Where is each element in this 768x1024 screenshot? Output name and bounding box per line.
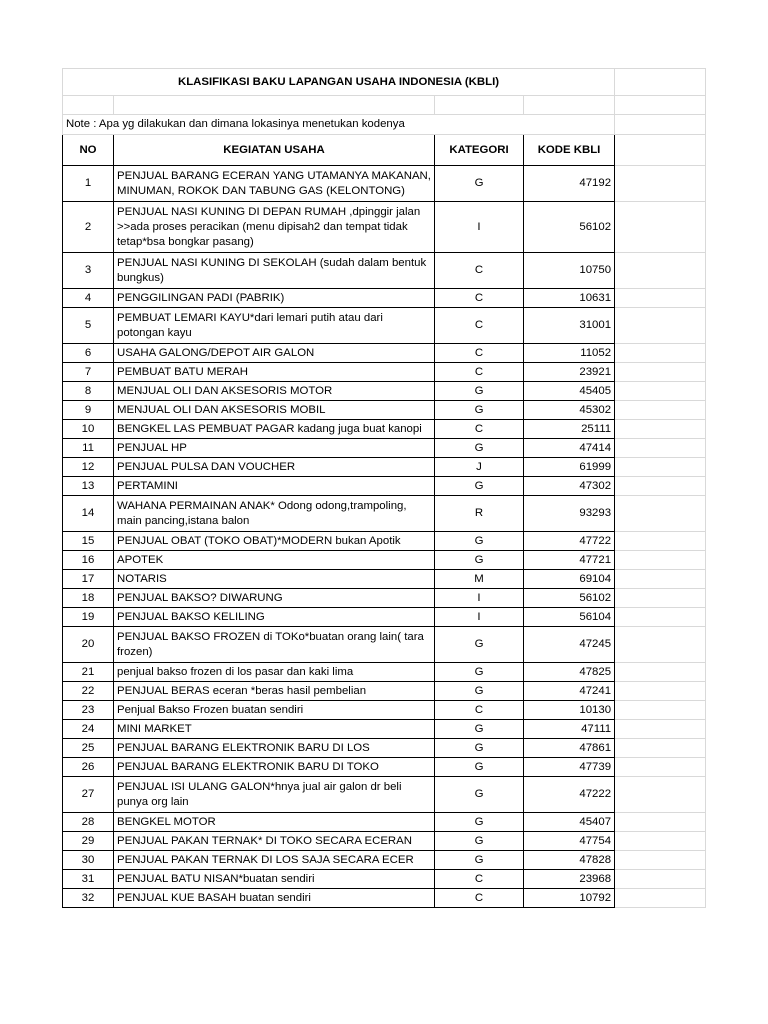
empty-cell[interactable] bbox=[615, 344, 706, 363]
empty-cell[interactable] bbox=[615, 627, 706, 663]
note-row bbox=[63, 115, 706, 135]
row-no-cell[interactable]: 13 bbox=[63, 477, 114, 496]
row-no-cell[interactable]: 18 bbox=[63, 589, 114, 608]
table-row bbox=[63, 253, 706, 289]
table-row bbox=[63, 420, 706, 439]
table-row bbox=[63, 832, 706, 851]
table-row bbox=[63, 627, 706, 663]
row-kategori-cell[interactable]: C bbox=[435, 308, 524, 344]
empty-cell[interactable] bbox=[615, 739, 706, 758]
row-kategori-cell[interactable]: G bbox=[435, 813, 524, 832]
row-kode-cell[interactable]: 25111 bbox=[524, 420, 615, 439]
row-kegiatan-cell[interactable]: NOTARIS bbox=[114, 570, 435, 589]
row-kategori-cell[interactable]: G bbox=[435, 758, 524, 777]
row-kode-cell[interactable]: 31001 bbox=[524, 308, 615, 344]
row-kode-cell[interactable]: 45407 bbox=[524, 813, 615, 832]
table-row bbox=[63, 851, 706, 870]
row-kode-cell[interactable]: 47111 bbox=[524, 720, 615, 739]
row-kode-cell[interactable]: 61999 bbox=[524, 458, 615, 477]
row-kategori-cell[interactable]: G bbox=[435, 832, 524, 851]
sheet-title: KLASIFIKASI BAKU LAPANGAN USAHA INDONESIA (KBLI) bbox=[63, 69, 615, 96]
empty-cell[interactable] bbox=[615, 289, 706, 308]
row-kegiatan-cell[interactable]: PENJUAL KUE BASAH buatan sendiri bbox=[114, 889, 435, 908]
row-kategori-cell[interactable]: G bbox=[435, 401, 524, 420]
empty-cell[interactable] bbox=[615, 663, 706, 682]
row-no-cell[interactable]: 30 bbox=[63, 851, 114, 870]
empty-cell[interactable] bbox=[615, 420, 706, 439]
row-kegiatan-cell[interactable]: PENJUAL HP bbox=[114, 439, 435, 458]
row-kategori-cell[interactable]: G bbox=[435, 663, 524, 682]
table-row bbox=[63, 739, 706, 758]
empty-cell[interactable] bbox=[615, 777, 706, 813]
row-no-cell[interactable]: 21 bbox=[63, 663, 114, 682]
row-kategori-cell[interactable]: C bbox=[435, 289, 524, 308]
row-kode-cell[interactable]: 10130 bbox=[524, 701, 615, 720]
row-no-cell[interactable]: 6 bbox=[63, 344, 114, 363]
empty-cell[interactable] bbox=[615, 813, 706, 832]
row-kegiatan-cell[interactable]: WAHANA PERMAINAN ANAK* Odong odong,trampoling, main pancing,istana balon bbox=[114, 496, 435, 532]
empty-cell[interactable] bbox=[615, 253, 706, 289]
row-no-cell[interactable]: 10 bbox=[63, 420, 114, 439]
row-kegiatan-cell[interactable]: PENJUAL BARANG ELEKTRONIK BARU DI TOKO bbox=[114, 758, 435, 777]
row-no-cell[interactable]: 16 bbox=[63, 551, 114, 570]
row-kategori-cell[interactable]: G bbox=[435, 777, 524, 813]
table-row bbox=[63, 758, 706, 777]
row-kategori-cell[interactable]: G bbox=[435, 627, 524, 663]
table-row bbox=[63, 382, 706, 401]
row-kategori-cell[interactable]: C bbox=[435, 701, 524, 720]
empty-cell[interactable] bbox=[615, 115, 706, 135]
row-kegiatan-cell[interactable]: PENJUAL NASI KUNING DI SEKOLAH (sudah dalam bentuk bungkus) bbox=[114, 253, 435, 289]
empty-cell[interactable] bbox=[615, 363, 706, 382]
row-kode-cell[interactable]: 47302 bbox=[524, 477, 615, 496]
table-row bbox=[63, 813, 706, 832]
row-kegiatan-cell[interactable]: PENJUAL BARANG ECERAN YANG UTAMANYA MAKANAN, MINUMAN, ROKOK DAN TABUNG GAS (KELONTONG) bbox=[114, 166, 435, 202]
empty-cell[interactable] bbox=[615, 202, 706, 253]
row-kategori-cell[interactable]: C bbox=[435, 344, 524, 363]
empty-cell[interactable] bbox=[615, 870, 706, 889]
row-no-cell[interactable]: 1 bbox=[63, 166, 114, 202]
header-row bbox=[63, 135, 706, 166]
blank-row bbox=[63, 96, 706, 115]
row-kategori-cell[interactable]: G bbox=[435, 477, 524, 496]
row-no-cell[interactable]: 17 bbox=[63, 570, 114, 589]
row-no-cell[interactable]: 2 bbox=[63, 202, 114, 253]
row-no-cell[interactable]: 3 bbox=[63, 253, 114, 289]
header-kegiatan: KEGIATAN USAHA bbox=[114, 135, 435, 166]
row-no-cell[interactable]: 27 bbox=[63, 777, 114, 813]
empty-cell[interactable] bbox=[615, 532, 706, 551]
table-row bbox=[63, 477, 706, 496]
empty-cell[interactable] bbox=[615, 401, 706, 420]
table-row bbox=[63, 166, 706, 202]
row-kode-cell[interactable]: 56104 bbox=[524, 608, 615, 627]
table-row bbox=[63, 551, 706, 570]
spreadsheet bbox=[62, 68, 705, 908]
empty-cell[interactable] bbox=[615, 458, 706, 477]
row-no-cell[interactable]: 23 bbox=[63, 701, 114, 720]
row-kategori-cell[interactable]: G bbox=[435, 851, 524, 870]
table-row bbox=[63, 682, 706, 701]
row-kode-cell[interactable]: 69104 bbox=[524, 570, 615, 589]
table-row bbox=[63, 308, 706, 344]
empty-cell[interactable] bbox=[524, 96, 615, 115]
row-kode-cell[interactable]: 47739 bbox=[524, 758, 615, 777]
row-kode-cell[interactable]: 47721 bbox=[524, 551, 615, 570]
table-row bbox=[63, 439, 706, 458]
row-kategori-cell[interactable]: I bbox=[435, 202, 524, 253]
row-kode-cell[interactable]: 47414 bbox=[524, 439, 615, 458]
row-kegiatan-cell[interactable]: PENJUAL BARANG ELEKTRONIK BARU DI LOS bbox=[114, 739, 435, 758]
row-kode-cell[interactable]: 47241 bbox=[524, 682, 615, 701]
row-kegiatan-cell[interactable]: BENGKEL LAS PEMBUAT PAGAR kadang juga buat kanopi bbox=[114, 420, 435, 439]
row-kode-cell[interactable]: 56102 bbox=[524, 202, 615, 253]
row-kategori-cell[interactable]: G bbox=[435, 720, 524, 739]
row-no-cell[interactable]: 26 bbox=[63, 758, 114, 777]
empty-cell[interactable] bbox=[615, 758, 706, 777]
row-kode-cell[interactable]: 10792 bbox=[524, 889, 615, 908]
row-kode-cell[interactable]: 23968 bbox=[524, 870, 615, 889]
row-kategori-cell[interactable]: J bbox=[435, 458, 524, 477]
row-kode-cell[interactable]: 11052 bbox=[524, 344, 615, 363]
row-kode-cell[interactable]: 47825 bbox=[524, 663, 615, 682]
row-kegiatan-cell[interactable]: PENJUAL BAKSO FROZEN di TOKo*buatan orang lain( tara frozen) bbox=[114, 627, 435, 663]
empty-cell[interactable] bbox=[615, 701, 706, 720]
row-kode-cell[interactable]: 10631 bbox=[524, 289, 615, 308]
row-no-cell[interactable]: 8 bbox=[63, 382, 114, 401]
empty-cell[interactable] bbox=[615, 551, 706, 570]
kbli-table bbox=[62, 68, 706, 908]
row-kegiatan-cell[interactable]: MINI MARKET bbox=[114, 720, 435, 739]
row-kategori-cell[interactable]: C bbox=[435, 420, 524, 439]
empty-cell[interactable] bbox=[615, 135, 706, 166]
empty-cell[interactable] bbox=[615, 682, 706, 701]
row-kategori-cell[interactable]: G bbox=[435, 532, 524, 551]
row-kategori-cell[interactable]: G bbox=[435, 166, 524, 202]
row-kategori-cell[interactable]: G bbox=[435, 439, 524, 458]
row-kode-cell[interactable]: 47828 bbox=[524, 851, 615, 870]
table-row bbox=[63, 570, 706, 589]
row-kode-cell[interactable]: 47722 bbox=[524, 532, 615, 551]
row-kode-cell[interactable]: 47192 bbox=[524, 166, 615, 202]
row-no-cell[interactable]: 32 bbox=[63, 889, 114, 908]
row-kegiatan-cell[interactable]: APOTEK bbox=[114, 551, 435, 570]
row-kegiatan-cell[interactable]: PENJUAL OBAT (TOKO OBAT)*MODERN bukan Apotik bbox=[114, 532, 435, 551]
row-kegiatan-cell[interactable]: PENJUAL BERAS eceran *beras hasil pembelian bbox=[114, 682, 435, 701]
empty-cell[interactable] bbox=[615, 477, 706, 496]
row-kegiatan-cell[interactable]: PENGGILINGAN PADI (PABRIK) bbox=[114, 289, 435, 308]
table-row bbox=[63, 663, 706, 682]
table-row bbox=[63, 701, 706, 720]
header-kategori: KATEGORI bbox=[435, 135, 524, 166]
row-kegiatan-cell[interactable]: PEMBUAT BATU MERAH bbox=[114, 363, 435, 382]
table-row bbox=[63, 401, 706, 420]
row-kategori-cell[interactable]: R bbox=[435, 496, 524, 532]
row-kode-cell[interactable]: 93293 bbox=[524, 496, 615, 532]
empty-cell[interactable] bbox=[615, 589, 706, 608]
row-kode-cell[interactable]: 47245 bbox=[524, 627, 615, 663]
row-no-cell[interactable]: 15 bbox=[63, 532, 114, 551]
row-kode-cell[interactable]: 45302 bbox=[524, 401, 615, 420]
row-no-cell[interactable]: 20 bbox=[63, 627, 114, 663]
row-kategori-cell[interactable]: C bbox=[435, 363, 524, 382]
row-no-cell[interactable]: 11 bbox=[63, 439, 114, 458]
row-kategori-cell[interactable]: G bbox=[435, 682, 524, 701]
row-kegiatan-cell[interactable]: USAHA GALONG/DEPOT AIR GALON bbox=[114, 344, 435, 363]
empty-cell[interactable] bbox=[615, 720, 706, 739]
row-no-cell[interactable]: 9 bbox=[63, 401, 114, 420]
empty-cell[interactable] bbox=[615, 608, 706, 627]
table-row bbox=[63, 777, 706, 813]
row-kode-cell[interactable]: 10750 bbox=[524, 253, 615, 289]
row-kegiatan-cell[interactable]: PERTAMINI bbox=[114, 477, 435, 496]
row-kegiatan-cell[interactable]: penjual bakso frozen di los pasar dan kaki lima bbox=[114, 663, 435, 682]
table-row bbox=[63, 458, 706, 477]
table-row bbox=[63, 608, 706, 627]
empty-cell[interactable] bbox=[615, 496, 706, 532]
row-no-cell[interactable]: 5 bbox=[63, 308, 114, 344]
row-kegiatan-cell[interactable]: MENJUAL OLI DAN AKSESORIS MOTOR bbox=[114, 382, 435, 401]
row-kegiatan-cell[interactable]: MENJUAL OLI DAN AKSESORIS MOBIL bbox=[114, 401, 435, 420]
row-kode-cell[interactable]: 47222 bbox=[524, 777, 615, 813]
row-no-cell[interactable]: 25 bbox=[63, 739, 114, 758]
row-kegiatan-cell[interactable]: PENJUAL PAKAN TERNAK* DI TOKO SECARA ECERAN bbox=[114, 832, 435, 851]
header-kode: KODE KBLI bbox=[524, 135, 615, 166]
empty-cell[interactable] bbox=[615, 308, 706, 344]
row-no-cell[interactable]: 12 bbox=[63, 458, 114, 477]
table-row bbox=[63, 363, 706, 382]
empty-cell[interactable] bbox=[615, 851, 706, 870]
table-row bbox=[63, 344, 706, 363]
table-row bbox=[63, 870, 706, 889]
row-kegiatan-cell[interactable]: PENJUAL ISI ULANG GALON*hnya jual air galon dr beli punya org lain bbox=[114, 777, 435, 813]
empty-cell[interactable] bbox=[615, 832, 706, 851]
row-no-cell[interactable]: 4 bbox=[63, 289, 114, 308]
row-kegiatan-cell[interactable]: Penjual Bakso Frozen buatan sendiri bbox=[114, 701, 435, 720]
empty-cell[interactable] bbox=[615, 570, 706, 589]
row-kategori-cell[interactable]: G bbox=[435, 739, 524, 758]
table-row bbox=[63, 589, 706, 608]
row-no-cell[interactable]: 31 bbox=[63, 870, 114, 889]
empty-cell[interactable] bbox=[615, 166, 706, 202]
empty-cell[interactable] bbox=[435, 96, 524, 115]
empty-cell[interactable] bbox=[615, 69, 706, 96]
row-no-cell[interactable]: 19 bbox=[63, 608, 114, 627]
row-kegiatan-cell[interactable]: PENJUAL PAKAN TERNAK DI LOS SAJA SECARA ECER bbox=[114, 851, 435, 870]
row-kategori-cell[interactable]: C bbox=[435, 253, 524, 289]
empty-cell[interactable] bbox=[615, 382, 706, 401]
row-kegiatan-cell[interactable]: PENJUAL BAKSO KELILING bbox=[114, 608, 435, 627]
table-row bbox=[63, 496, 706, 532]
row-kategori-cell[interactable]: G bbox=[435, 382, 524, 401]
row-kategori-cell[interactable]: C bbox=[435, 870, 524, 889]
row-no-cell[interactable]: 29 bbox=[63, 832, 114, 851]
row-kode-cell[interactable]: 47861 bbox=[524, 739, 615, 758]
row-no-cell[interactable]: 28 bbox=[63, 813, 114, 832]
row-kategori-cell[interactable]: G bbox=[435, 551, 524, 570]
row-kegiatan-cell[interactable]: BENGKEL MOTOR bbox=[114, 813, 435, 832]
table-row bbox=[63, 289, 706, 308]
header-no: NO bbox=[63, 135, 114, 166]
row-kode-cell[interactable]: 47754 bbox=[524, 832, 615, 851]
row-no-cell[interactable]: 22 bbox=[63, 682, 114, 701]
row-kode-cell[interactable]: 56102 bbox=[524, 589, 615, 608]
row-kode-cell[interactable]: 23921 bbox=[524, 363, 615, 382]
row-kode-cell[interactable]: 45405 bbox=[524, 382, 615, 401]
row-kegiatan-cell[interactable]: PENJUAL BATU NISAN*buatan sendiri bbox=[114, 870, 435, 889]
row-kegiatan-cell[interactable]: PEMBUAT LEMARI KAYU*dari lemari putih atau dari potongan kayu bbox=[114, 308, 435, 344]
row-kegiatan-cell[interactable]: PENJUAL BAKSO? DIWARUNG bbox=[114, 589, 435, 608]
row-no-cell[interactable]: 14 bbox=[63, 496, 114, 532]
empty-cell[interactable] bbox=[63, 96, 114, 115]
table-row bbox=[63, 889, 706, 908]
title-row bbox=[63, 69, 706, 96]
row-kategori-cell[interactable]: C bbox=[435, 889, 524, 908]
table-row bbox=[63, 532, 706, 551]
empty-cell[interactable] bbox=[114, 96, 435, 115]
row-kategori-cell[interactable]: I bbox=[435, 589, 524, 608]
table-row bbox=[63, 720, 706, 739]
row-kegiatan-cell[interactable]: PENJUAL NASI KUNING DI DEPAN RUMAH ,dpinggir jalan >>ada proses peracikan (menu dipisah2 dan tempat tidak tetap*bsa bongkar pasang) bbox=[114, 202, 435, 253]
row-kategori-cell[interactable]: M bbox=[435, 570, 524, 589]
table-row bbox=[63, 202, 706, 253]
empty-cell[interactable] bbox=[615, 96, 706, 115]
note-text: Note : Apa yg dilakukan dan dimana lokasinya menetukan kodenya bbox=[63, 115, 615, 135]
row-no-cell[interactable]: 24 bbox=[63, 720, 114, 739]
row-kegiatan-cell[interactable]: PENJUAL PULSA DAN VOUCHER bbox=[114, 458, 435, 477]
empty-cell[interactable] bbox=[615, 889, 706, 908]
row-no-cell[interactable]: 7 bbox=[63, 363, 114, 382]
row-kategori-cell[interactable]: I bbox=[435, 608, 524, 627]
empty-cell[interactable] bbox=[615, 439, 706, 458]
